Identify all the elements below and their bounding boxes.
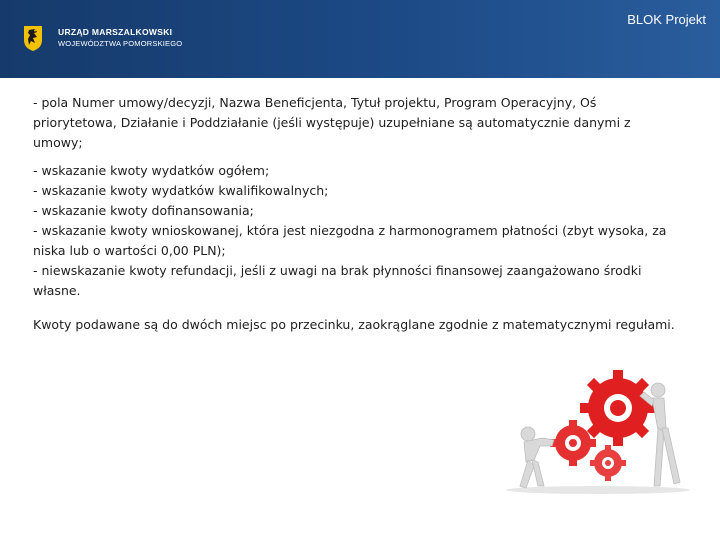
gear-large — [580, 370, 656, 446]
paragraph-rounding-rule: Kwoty podawane są do dwóch miejsc po przecinku, zaokrąglane zgodnie z matematycznymi regułami. — [33, 317, 675, 332]
error-list — [33, 161, 678, 301]
logo-line1: URZĄD MARSZALKOWSKI — [58, 27, 173, 37]
logo-text — [58, 27, 182, 49]
list-item: - niewskazanie kwoty refundacji, jeśli z uwagi na brak płynności finansowej zaangażowano środki własne. — [33, 263, 642, 298]
header-title: BLOK Projekt — [627, 12, 706, 27]
figure-left — [520, 427, 554, 488]
list-item: - wskazanie kwoty wydatków ogółem; — [33, 163, 270, 178]
figure-right — [640, 383, 680, 486]
figures-pushing-gears-icon — [498, 368, 698, 496]
gear-small — [590, 445, 626, 481]
list-item: - wskazanie kwoty wnioskowanej, która jest niezgodna z harmonogramem płatności (zbyt wysoka, za niska lub o wartości 0,00 PLN); — [33, 223, 667, 258]
list-item: - wskazanie kwoty wydatków kwalifikowalnych; — [33, 183, 329, 198]
paragraph-auto-filled-fields: - pola Numer umowy/decyzji, Nazwa Beneficjenta, Tytuł projektu, Program Operacyjny, Oś priorytetowa, Działanie i Poddziałanie (jeśli występuje) uzupełniane są automatycznie danymi z umowy; — [33, 95, 631, 150]
list-item: - wskazanie kwoty dofinansowania; — [33, 203, 254, 218]
logo — [22, 24, 182, 52]
griffin-crest-icon — [22, 24, 44, 52]
logo-line2: WOJEWÓDZTWA POMORSKIEGO — [58, 39, 183, 48]
content-body — [33, 93, 678, 335]
gear-medium — [550, 420, 596, 466]
header-bar — [0, 0, 720, 78]
